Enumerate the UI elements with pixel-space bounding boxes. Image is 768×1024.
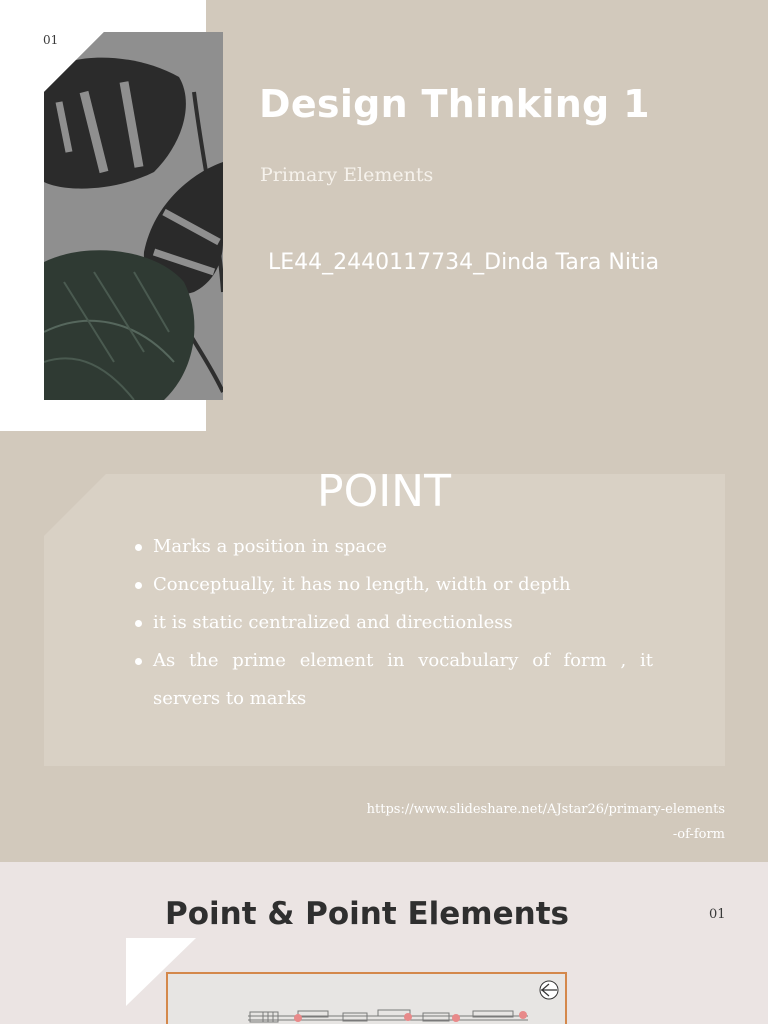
page-number: 01	[43, 33, 59, 47]
list-item: Marks a position in space	[135, 528, 653, 566]
slide-2-title: Point & Point Elements	[165, 896, 569, 932]
page-number-2: 01	[709, 907, 726, 922]
page-title: Design Thinking 1	[259, 82, 650, 126]
floor-plan-image	[166, 972, 567, 1024]
source-link[interactable]: https://www.slideshare.net/AJstar26/primary-elements-of-form	[366, 802, 725, 842]
page-subtitle: Primary Elements	[260, 164, 434, 186]
list-item: Conceptually, it has no length, width or depth	[135, 566, 653, 604]
point-heading: POINT	[317, 466, 451, 517]
slide-2	[0, 862, 768, 1024]
list-item: it is static centralized and directionless	[135, 604, 653, 642]
list-item: As the prime element in vocabulary of form , it servers to marks	[135, 642, 653, 718]
author-label: LE44_2440117734_Dinda Tara Nitia	[268, 250, 660, 275]
north-arrow-icon	[540, 981, 558, 999]
plant-leaf-photo	[44, 32, 223, 400]
point-bullet-list	[135, 528, 653, 718]
